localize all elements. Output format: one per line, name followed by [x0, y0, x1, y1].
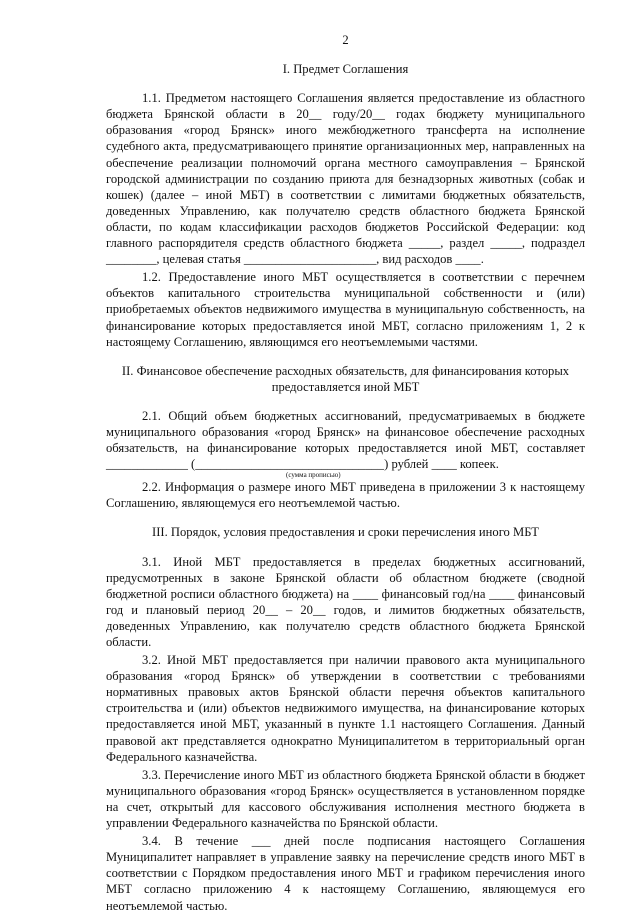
paragraph-1-2: 1.2. Предоставление иного МБТ осуществляется в соответствии с перечнем объектов капитального строительства муниципальной собственности и (или) приобретаемых объектов недвижимого имущества в муниципальную собственность, на финансирование которых предоставляется иной МБТ, согласно приложениям 1, 2 к настоящему Соглашению, являющимся его неотъемлемыми частями.: [106, 270, 585, 349]
section-3: [106, 524, 585, 913]
page-number: 2: [342, 33, 349, 47]
section-2-title: II. Финансовое обеспечение расходных обязательств, для финансирования которых предоставляется иной МБТ: [121, 363, 570, 394]
paragraph-3-2: 3.2. Иной МБТ предоставляется при наличии правового акта муниципального образования «город Брянск» об утверждении в соответствии с требованиями нормативных правовых актов Брянской области перечня объектов капитального строительства и (или) объектов недвижимого имущества, на финансирование которых предоставляется иной МБТ, указанный в пункте 1.1 настоящего Соглашения. Данный правовой акт представляется однократно Муниципалитетом в территориальный орган Федерального казначейства.: [106, 653, 585, 764]
paragraph-3-4: 3.4. В течение ___ дней после подписания настоящего Соглашения Муниципалитет направляет в управление заявку на перечисление средств иного МБТ в соответствии с Порядком предоставления иного МБТ и графиком перечисления иного МБТ согласно приложению 4 к настоящему Соглашению, являющемуся его неотъемлемой частью.: [106, 834, 585, 913]
section-2: [106, 363, 585, 512]
section-3-title: III. Порядок, условия предоставления и сроки перечисления иного МБТ: [152, 525, 539, 540]
section-1: [106, 61, 585, 350]
paragraph-3-3: 3.3. Перечисление иного МБТ из областного бюджета Брянской области в бюджет муниципального образования «город Брянск» осуществляется в установленном порядке на счет, открытый для кассового обслуживания исполнения местного бюджета в управлении Федерального казначейства по Брянской области.: [106, 767, 585, 831]
paragraph-2-1: 2.1. Общий объем бюджетных ассигнований, предусматриваемых в бюджете муниципального образования «город Брянск» на финансовое обеспечение расходных обязательств, на финансирование которых предоставляется иной МБТ, составляет _____________ (______________________________) рублей ____ копеек.: [106, 408, 585, 472]
amount-in-words-caption: (сумма прописью): [286, 471, 341, 480]
section-1-title: I. Предмет Соглашения: [282, 62, 409, 77]
paragraph-3-1: 3.1. Иной МБТ предоставляется в пределах бюджетных ассигнований, предусмотренных в законе Брянской области об областном бюджете (сводной бюджетной росписи областного бюджета) на ____ финансовый год/на ____ финансовый год и плановый период 20__ – 20__ годов, и лимитов бюджетных обязательств, доведенных Управлению, как получателю средств областного бюджета Брянской области.: [106, 554, 585, 649]
paragraph-1-1: 1.1. Предметом настоящего Соглашения является предоставление из областного бюджета Брянской области в 20__ году/20__ годах бюджету муниципального образования «город Брянск» иного межбюджетного трансферта на исполнение судебного акта, предусматривающего принятие организационных мер, направленных на обеспечение реализации полномочий органа местного самоуправления – Брянской городской администрации по созданию приюта для безнадзорных животных (собак и кошек) (далее – иной МБТ) в соответствии с лимитами бюджетных обязательств, доведенных Управлению, как получателю средств областного бюджета Брянской области, по кодам классификации расходов бюджетов Российской Федерации: код главного распорядителя средств областного бюджета _____, раздел _____, подраздел ________, целевая статья _____________________, вид расходов ____.: [106, 91, 585, 267]
paragraph-2-2: 2.2. Информация о размере иного МБТ приведена в приложении 3 к настоящему Соглашению, являющемуся его неотъемлемой частью.: [106, 480, 585, 511]
